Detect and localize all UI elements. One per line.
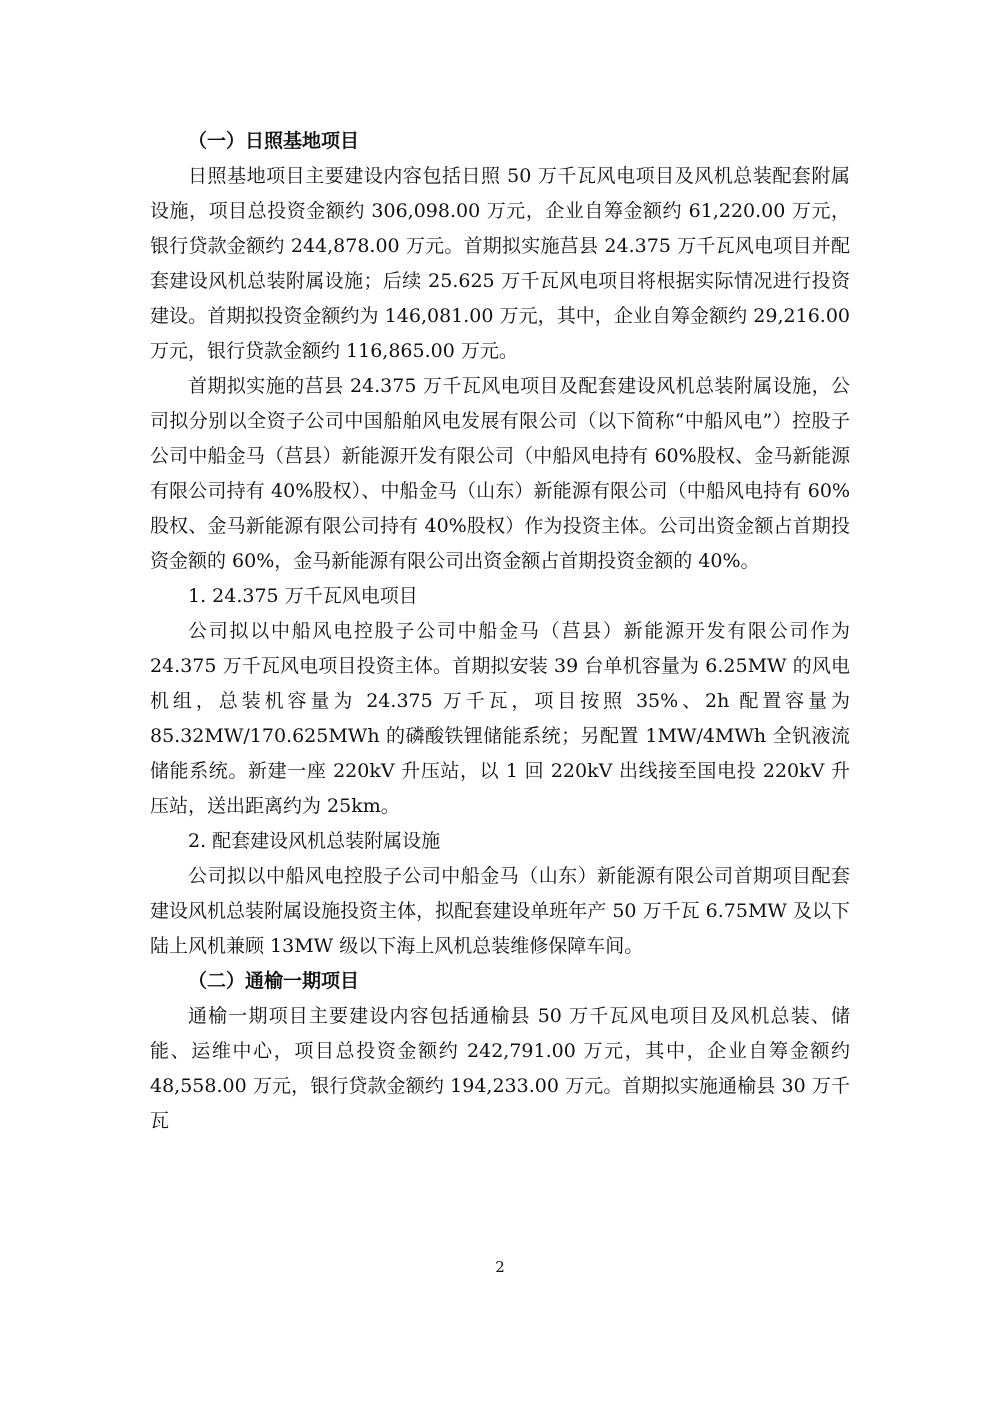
page-body (150, 124, 850, 1139)
section-heading-rizhao: （一）日照基地项目 (188, 130, 360, 152)
subheading-wind-project: 1. 24.375 万千瓦风电项目 (188, 585, 418, 607)
paragraph-wind-project: 公司拟以中船风电控股子公司中船金马（莒县）新能源开发有限公司作为 24.375 万千瓦风电项目投资主体。首期拟安装 39 台单机容量为 6.25MW 的风电机组，总装机容量为 24.375 万千瓦，项目按照 35%、2h 配置容量为 85.32MW/170.625MWh 的磷酸铁锂储能系统；另配置 1MW/4MWh 全钒液流储能系统。新建一座 220kV 升压站，以 1 回 220kV 出线接至国电投 220kV 升压站，送出距离约为 25km。 (150, 620, 850, 817)
subheading-assembly-facilities: 2. 配套建设风机总装附属设施 (188, 830, 441, 852)
paragraph-tongyu-overview: 通榆一期项目主要建设内容包括通榆县 50 万千瓦风电项目及风机总装、储能、运维中心，项目总投资金额约 242,791.00 万元，其中，企业自筹金额约 48,558.00 万元，银行贷款金额约 194,233.00 万元。首期拟实施通榆县 30 万千瓦 (150, 1005, 850, 1132)
paragraph-rizhao-investment-subject: 首期拟实施的莒县 24.375 万千瓦风电项目及配套建设风机总装附属设施，公司拟分别以全资子公司中国船舶风电发展有限公司（以下简称“中船风电”）控股子公司中船金马（莒县）新能源开发有限公司（中船风电持有 60%股权、金马新能源有限公司持有 40%股权）、中船金马（山东）新能源有限公司（中船风电持有 60%股权、金马新能源有限公司持有 40%股权）作为投资主体。公司出资金额占首期投资金额的 60%，金马新能源有限公司出资金额占首期投资金额的 40%。 (150, 375, 850, 572)
page-number: 2 (495, 1258, 505, 1276)
section-heading-tongyu: （二）通榆一期项目 (188, 970, 360, 992)
paragraph-assembly-facilities: 公司拟以中船风电控股子公司中船金马（山东）新能源有限公司首期项目配套建设风机总装附属设施投资主体，拟配套建设单班年产 50 万千瓦 6.75MW 及以下陆上风机兼顾 13MW 级以下海上风机总装维修保障车间。 (150, 865, 850, 957)
paragraph-rizhao-overview: 日照基地项目主要建设内容包括日照 50 万千瓦风电项目及风机总装配套附属设施，项目总投资金额约 306,098.00 万元，企业自筹金额约 61,220.00 万元，银行贷款金额约 244,878.00 万元。首期拟实施莒县 24.375 万千瓦风电项目并配套建设风机总装附属设施；后续 25.625 万千瓦风电项目将根据实际情况进行投资建设。首期拟投资金额约为 146,081.00 万元，其中，企业自筹金额约 29,216.00 万元，银行贷款金额约 116,865.00 万元。 (150, 165, 850, 362)
